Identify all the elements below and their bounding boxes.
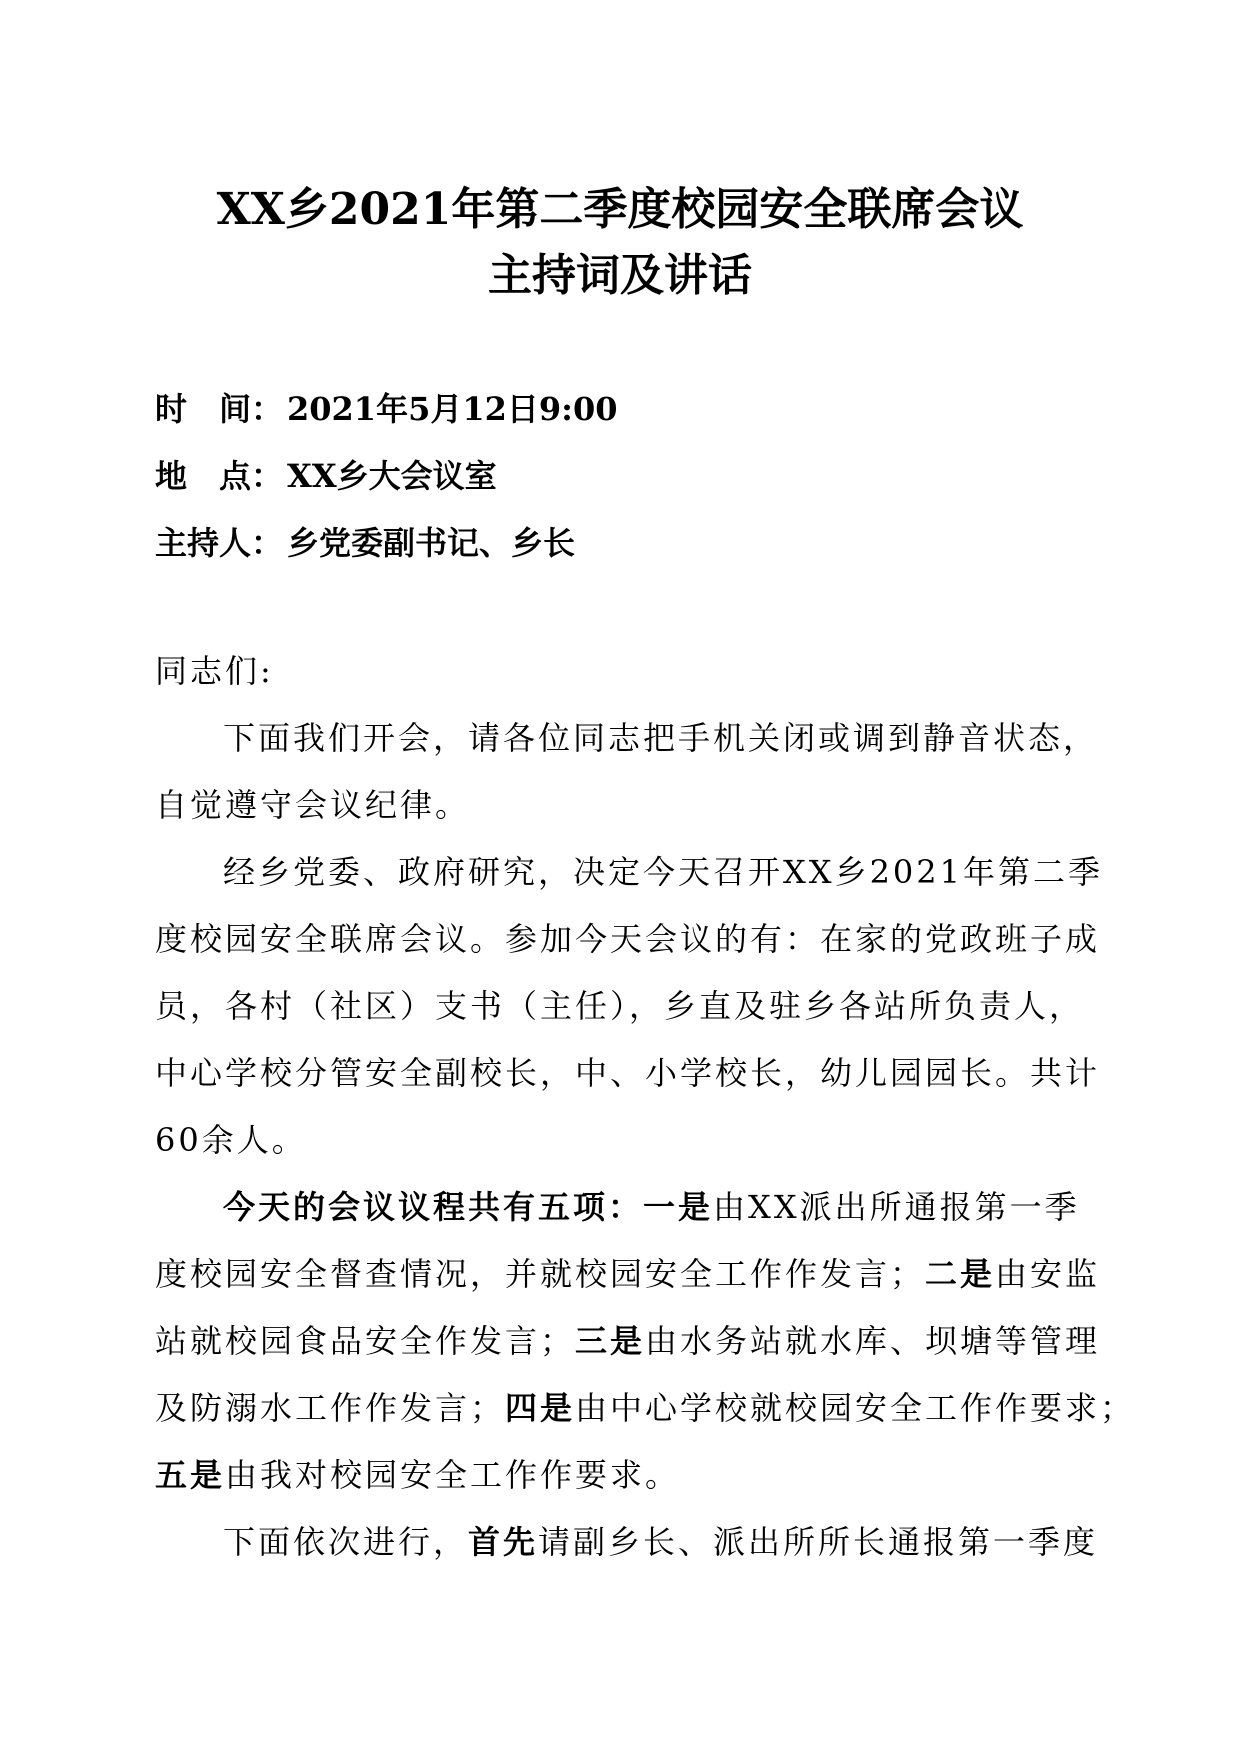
paragraph-2-line-1: 经乡党委、政府研究，决定今天召开XX乡2021年第二季 xyxy=(223,853,1104,891)
meta-place-value: XX乡大会议室 xyxy=(287,457,497,495)
paragraph-4-key: 首先 xyxy=(468,1523,539,1561)
agenda-item-5-text: 由我对校园安全工作作要求。 xyxy=(225,1456,681,1494)
agenda-item-5-key: 五是 xyxy=(155,1456,226,1494)
meta-host-label: 主持人： xyxy=(155,524,284,562)
agenda-item-4-key: 四是 xyxy=(505,1389,576,1427)
agenda-item-2-key: 二是 xyxy=(925,1255,996,1293)
paragraph-3-line-1 xyxy=(223,1188,1080,1226)
salutation: 同志们: xyxy=(155,652,274,690)
agenda-lead: 今天的会议议程共有五项： xyxy=(223,1188,644,1226)
paragraph-1-line-2: 自觉遵守会议纪律。 xyxy=(155,786,471,824)
paragraph-3-line-2 xyxy=(155,1255,1101,1293)
paragraph-3-line-5 xyxy=(155,1456,681,1494)
meta-place-label: 地 点： xyxy=(155,457,284,495)
paragraph-2-line-2: 度校园安全联席会议。参加今天会议的有：在家的党政班子成 xyxy=(155,920,1101,958)
document-title-line-1: XX乡2021年第二季度校园安全联席会议 xyxy=(216,184,1024,235)
agenda-item-4-text: 由中心学校就校园安全工作作要求； xyxy=(575,1389,1136,1427)
agenda-item-2-text-cont: 站就校园食品安全作发言； xyxy=(155,1322,576,1360)
agenda-item-3-key: 三是 xyxy=(575,1322,646,1360)
meta-time xyxy=(155,390,618,428)
agenda-item-3-text-cont: 及防溺水工作作发言； xyxy=(155,1389,506,1427)
agenda-item-1-key: 一是 xyxy=(643,1188,714,1226)
agenda-item-1-text: 由XX派出所通报第一季 xyxy=(713,1188,1080,1226)
paragraph-4-pre: 下面依次进行， xyxy=(223,1523,469,1561)
paragraph-1-line-1: 下面我们开会，请各位同志把手机关闭或调到静音状态， xyxy=(223,719,1099,757)
paragraph-3-line-4 xyxy=(155,1389,1136,1427)
document-title-line-2: 主持词及讲话 xyxy=(488,250,752,301)
meta-time-label: 时 间： xyxy=(155,390,284,428)
agenda-item-2-text: 由安监 xyxy=(995,1255,1101,1293)
paragraph-2-line-5: 60余人。 xyxy=(155,1121,307,1159)
paragraph-2-line-4: 中心学校分管安全副校长，中、小学校长，幼儿园园长。共计 xyxy=(155,1054,1101,1092)
paragraph-4-post: 请副乡长、派出所所长通报第一季度 xyxy=(538,1523,1099,1561)
agenda-item-3-text: 由水务站就水库、坝塘等管理 xyxy=(645,1322,1101,1360)
agenda-item-1-text-cont: 度校园安全督查情况，并就校园安全工作作发言； xyxy=(155,1255,926,1293)
paragraph-4-line-1 xyxy=(223,1523,1099,1561)
meta-host xyxy=(155,524,576,562)
meta-time-value: 2021年5月12日9:00 xyxy=(287,390,618,428)
paragraph-3-line-3 xyxy=(155,1322,1101,1360)
meta-place xyxy=(155,457,497,495)
paragraph-2-line-3: 员，各村（社区）支书（主任），乡直及驻乡各站所负责人， xyxy=(155,987,1085,1025)
meta-host-value: 乡党委副书记、乡长 xyxy=(287,524,576,562)
